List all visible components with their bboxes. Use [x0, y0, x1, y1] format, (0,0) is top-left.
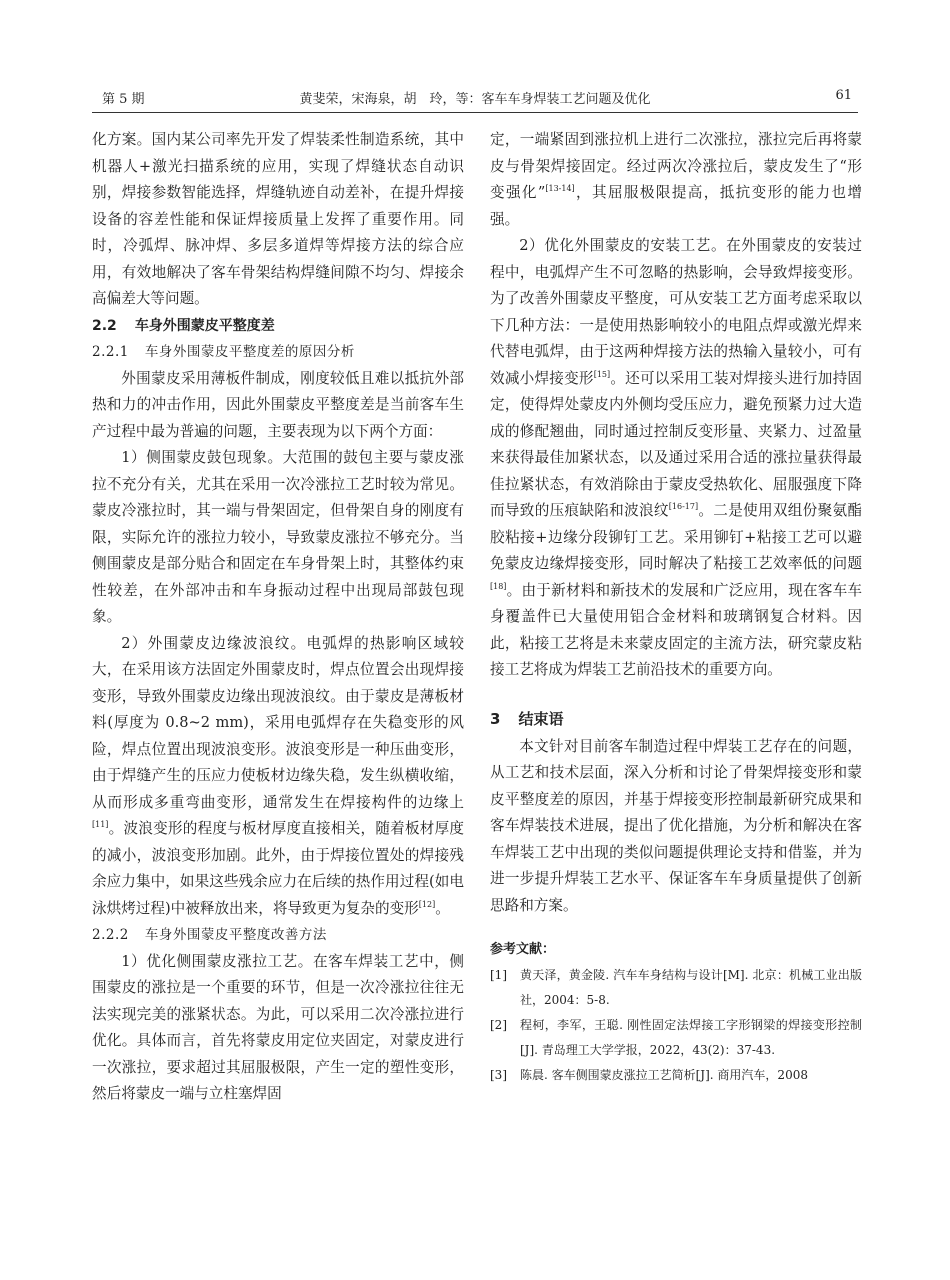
subsection-heading-2-2-2	[92, 922, 464, 949]
subsection-number: 2.2.2	[92, 927, 129, 943]
reference-item	[490, 1013, 862, 1063]
reference-text: 程柯，李军，王聪. 刚性固定法焊接工字形钢梁的焊接变形控制[J]. 青岛理工大学学报，2022，43(2)：37-43.	[520, 1018, 862, 1057]
section-heading-3	[490, 704, 862, 734]
section-heading-2-2	[92, 313, 464, 340]
references-list	[490, 963, 862, 1088]
citation[interactable]: [18]	[490, 581, 507, 591]
wave-paragraph: 2）外围蒙皮边缘波浪纹。电弧焊的热影响区域较大，在采用该方法固定外围蒙皮时，焊点位置会出现焊接变形，导致外围蒙皮边缘出现波浪纹。由于蒙皮是薄板材料(厚度为 0.8~2 mm)，采用电弧焊存在失稳变形的风险，焊点位置出现波浪变形。波浪变形是一种压曲变形，由于焊缝产生的压应力使板材边缘失稳，发生纵横收缩，从而形成多重弯曲变形，通常发生在焊接构件的边缘上[11]。波浪变形的程度与板材厚度直接相关，随着板材厚度的减小，波浪变形加剧。此外，由于焊接位置处的焊接残余应力集中，如果这些残余应力在后续的热作用过程(如电泳烘烤过程)中被释放出来，将导致更为复杂的变形[12]。	[92, 634, 464, 917]
reference-item	[490, 1063, 862, 1088]
subsection-title: 车身外围蒙皮平整度改善方法	[144, 927, 327, 943]
reference-text: 陈晨. 客车侧围蒙皮涨拉工艺简析[J]. 商用汽车，2008	[520, 1068, 808, 1082]
conclusion-paragraph: 本文针对目前客车制造过程中焊装工艺存在的问题，从工艺和技术层面，深入分析和讨论了骨架焊接变形和蒙皮平整度差的原因，并基于焊接变形控制最新研究成果和客车焊装技术进展，提出了优化措施，为分析和解决在客车焊装工艺中出现的类似问题提供理论支持和借鉴，并为进一步提升焊装工艺水平、保证客车车身质量提供了创新思路和方案。	[490, 737, 862, 914]
page-number: 61	[835, 88, 852, 103]
section-title: 车身外围蒙皮平整度差	[134, 317, 275, 334]
subsection-heading-2-2-1	[92, 339, 464, 366]
citation[interactable]: [11]	[92, 820, 109, 830]
section-number: 3	[490, 709, 501, 728]
continued-paragraph: 定，一端紧固到涨拉机上进行二次涨拉，涨拉完后再将蒙皮与骨架焊接固定。经过两次冷涨拉后，蒙皮发生了“形变强化”[13-14]，其屈服极限提高，抵抗变形的能力也增强。	[490, 131, 862, 228]
citation[interactable]: [12]	[418, 899, 436, 909]
citation[interactable]: [16-17]	[668, 502, 699, 512]
subsection-title: 车身外围蒙皮平整度差的原因分析	[144, 344, 355, 360]
subsection-number: 2.2.1	[92, 344, 129, 360]
section-number: 2.2	[92, 317, 117, 334]
references-heading: 参考文献：	[490, 942, 556, 957]
bulge-paragraph: 1）侧围蒙皮鼓包现象。大范围的鼓包主要与蒙皮涨拉不充分有关，尤其在采用一次冷涨拉工艺时较为常见。蒙皮冷涨拉时，其一端与骨架固定，但骨架自身的刚度有限，实际允许的涨拉力较小，导致蒙皮涨拉不够充分。当侧围蒙皮是部分贴合和固定在车身骨架上时，其整体约束性较差，在外部冲击和车身振动过程中出现局部鼓包现象。	[92, 449, 464, 625]
running-header	[92, 88, 858, 113]
optimization-2-paragraph: 2）优化外围蒙皮的安装工艺。在外围蒙皮的安装过程中，电弧焊产生不可忽略的热影响，会导致焊接变形。为了改善外围蒙皮平整度，可从安装工艺方面考虑采取以下几种方法：一是使用热影响较小的电阻点焊或激光焊来代替电弧焊，由于这两种焊接方法的热输入量较小，可有效减小焊接变形[15]。还可以采用工装对焊接头进行加持固定，使得焊处蒙皮内外侧均受压应力，避免预紧力过大造成的修配翘曲，同时通过控制反变形量、夹紧力、过盈量来获得最佳加紧状态，以及通过采用合适的涨拉量获得最佳拉紧状态，有效消除由于蒙皮受热软化、屈服强度下降而导致的压痕缺陷和波浪纹[16-17]。二是使用双组份聚氨酯胶粘接+边缘分段铆钉工艺。采用铆钉+粘接工艺可以避免蒙皮边缘焊接变形，同时解决了粘接工艺效率低的问题[18]。由于新材料和新技术的发展和广泛应用，现在客车车身覆盖件已大量使用铝合金材料和玻璃钢复合材料。因此，粘接工艺将是未来蒙皮固定的主流方法，研究蒙皮粘接工艺将成为焊装工艺前沿技术的重要方向。	[490, 237, 862, 678]
reference-item	[490, 963, 862, 1013]
intro-paragraph: 化方案。国内某公司率先开发了焊装柔性制造系统，其中机器人+激光扫描系统的应用，实现了焊缝状态自动识别，焊接参数智能选择，焊缝轨迹自动差补，在提升焊接设备的容差性能和保证焊接质量上发挥了重要作用。同时，冷弧焊、脉冲焊、多层多道焊等焊接方法的综合应用，有效地解决了客车骨架结构焊缝间隙不均匀、焊接余高偏差大等问题。	[92, 131, 464, 307]
reference-text: 黄天泽，黄金陵. 汽车车身结构与设计[M]. 北京：机械工业出版社，2004：5-8.	[520, 968, 862, 1007]
reference-index: [3]	[490, 1068, 507, 1082]
citation[interactable]: [13-14]	[545, 184, 575, 194]
running-title: 黄斐荣，宋海泉，胡 玲，等：客车车身焊装工艺问题及优化	[299, 92, 651, 107]
section-title: 结束语	[518, 709, 564, 728]
right-column	[490, 127, 862, 1088]
optimization-1-paragraph: 1）优化侧围蒙皮涨拉工艺。在客车焊装工艺中，侧围蒙皮的涨拉是一个重要的环节，但是一次冷涨拉往往无法实现完美的涨紧状态。为此，可以采用二次冷涨拉进行优化。具体而言，首先将蒙皮用定位夹固定，对蒙皮进行一次涨拉，要求超过其屈服极限，产生一定的塑性变形，然后将蒙皮一端与立柱塞焊固	[92, 952, 464, 1102]
reference-index: [2]	[490, 1018, 507, 1032]
citation[interactable]: [15]	[593, 369, 611, 379]
issue-number: 第 5 期	[102, 92, 145, 107]
left-column	[92, 127, 464, 1108]
cause-analysis-paragraph: 外围蒙皮采用薄板件制成，刚度较低且难以抵抗外部热和力的冲击作用，因此外围蒙皮平整度差是当前客车生产过程中最为普遍的问题，主要表现为以下两个方面：	[92, 369, 464, 440]
reference-index: [1]	[490, 968, 507, 982]
